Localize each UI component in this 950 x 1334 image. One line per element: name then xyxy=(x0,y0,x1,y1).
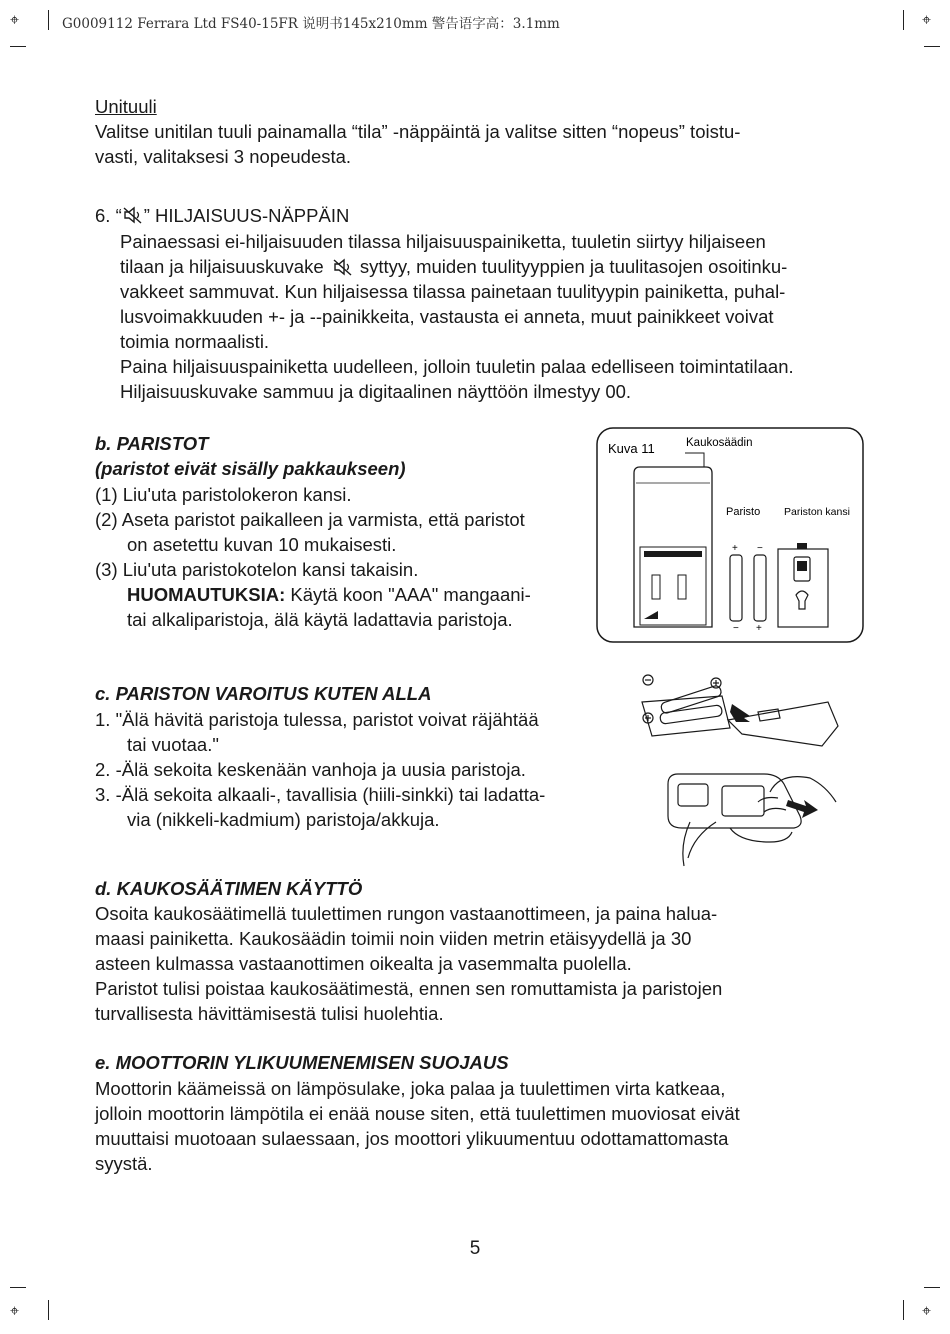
page-number: 5 xyxy=(469,1238,481,1259)
silent-line2-post: syttyy, muiden tuulityyppien ja tuulitasojen osoitinku- xyxy=(359,256,788,277)
silent-line xyxy=(120,254,787,279)
note-label: HUOMAUTUKSIA: xyxy=(127,584,286,605)
crop-mark-bottom-right: ⌖ xyxy=(922,1301,932,1320)
silent-title-prefix: 6. “ xyxy=(95,205,122,226)
silent-title-suffix: ” HILJAISUUS-NÄPPÄIN xyxy=(143,205,350,226)
remote-control xyxy=(634,467,712,627)
remote-label: Kaukosäädin xyxy=(686,437,753,449)
battery-icon xyxy=(730,543,766,634)
motor-title: e. MOOTTORIN YLIKUUMENEMISEN SUOJAUS xyxy=(95,1052,509,1073)
warning-item: 1. "Älä hävitä paristoja tulessa, paristot voivat räjähtää xyxy=(95,709,539,730)
crop-line xyxy=(10,1287,26,1288)
batteries-step: (2) Aseta paristot paikalleen ja varmista, että paristot xyxy=(95,509,525,530)
crop-mark-bottom-left: ⌖ xyxy=(10,1301,20,1320)
warning-item: via (nikkeli-kadmium) paristoja/akkuja. xyxy=(127,809,440,830)
battery-insert-illustration xyxy=(632,672,842,752)
svg-text:+: + xyxy=(756,623,762,634)
silent-line2-pre: tilaan ja hiljaisuuskuvake xyxy=(120,256,324,277)
motor-line: syystä. xyxy=(95,1153,153,1174)
silent-line: toimia normaalisti. xyxy=(120,331,270,352)
usage-line: Osoita kaukosäätimellä tuulettimen rungon vastaanottimeen, ja paina halua- xyxy=(95,903,718,924)
mute-icon xyxy=(333,258,353,276)
usage-title: d. KAUKOSÄÄTIMEN KÄYTTÖ xyxy=(95,878,363,899)
batteries-step: on asetettu kuvan 10 mukaisesti. xyxy=(127,534,397,555)
silent-line: Hiljaisuuskuvake sammuu ja digitaalinen näyttöön ilmestyy 00. xyxy=(120,381,632,402)
silent-line: lusvoimakkuuden +- ja --painikkeita, vastausta ei anneta, muut painikkeet voivat xyxy=(120,306,774,327)
svg-text:+: + xyxy=(732,543,738,554)
print-header: G0009112 Ferrara Ltd FS40-15FR 说明书145x210mm 警告语字高：3.1mm xyxy=(62,16,560,32)
crop-mark-top-right: ⌖ xyxy=(922,10,932,29)
motor-line: muuttaisi muotoaan sulaessaan, jos moottori ylikuumentuu odottamattomasta xyxy=(95,1128,729,1149)
crop-mark-top-left: ⌖ xyxy=(10,10,20,29)
silent-line: Paina hiljaisuuspainiketta uudelleen, jolloin tuuletin palaa edelliseen toimintatilaan. xyxy=(120,356,794,377)
usage-line: turvallisesta hävittämisestä tulisi huolehtia. xyxy=(95,1003,444,1024)
battery-cover-icon xyxy=(778,543,828,627)
unituuli-line: Valitse unitilan tuuli painamalla “tila” -näppäintä ja valitse sitten “nopeus” toistu- xyxy=(95,121,741,142)
svg-text:−: − xyxy=(757,543,763,554)
silent-line: Painaessasi ei-hiljaisuuden tilassa hiljaisuuspainiketta, tuuletin siirtyy hiljaiseen xyxy=(120,231,766,252)
mute-icon xyxy=(123,206,143,224)
battery-label: Paristo xyxy=(726,506,761,518)
warnings-title: c. PARISTON VAROITUS KUTEN ALLA xyxy=(95,683,432,704)
batteries-step: (1) Liu'uta paristolokeron kansi. xyxy=(95,484,352,505)
note-text: Käytä koon "AAA" mangaani- xyxy=(285,584,531,605)
unituuli-title: Unituuli xyxy=(95,96,157,117)
crop-line xyxy=(903,1300,904,1320)
batteries-title: b. PARISTOT xyxy=(95,433,209,454)
figure-11 xyxy=(596,427,866,645)
batteries-note xyxy=(127,582,531,607)
usage-line: asteen kulmassa vastaanottimen oikealta ja vasemmalta puolella. xyxy=(95,953,632,974)
crop-line xyxy=(48,10,49,30)
svg-text:−: − xyxy=(733,623,739,634)
crop-line xyxy=(48,1300,49,1320)
silent-title xyxy=(95,203,349,228)
cover-label: Pariston kansi xyxy=(784,506,850,518)
warning-item: tai vuotaa." xyxy=(127,734,219,755)
crop-line xyxy=(903,10,904,30)
usage-line: maasi painiketta. Kaukosäädin toimii noin viiden metrin etäisyydellä ja 30 xyxy=(95,928,692,949)
warning-item: 2. -Älä sekoita keskenään vanhoja ja uusia paristoja. xyxy=(95,759,526,780)
crop-line xyxy=(10,46,26,47)
crop-line xyxy=(924,1287,940,1288)
batteries-step: (3) Liu'uta paristokotelon kansi takaisin. xyxy=(95,559,419,580)
batteries-subtitle: (paristot eivät sisälly pakkaukseen) xyxy=(95,458,406,479)
motor-line: Moottorin käämeissä on lämpösulake, joka palaa ja tuulettimen virta katkeaa, xyxy=(95,1078,726,1099)
batteries-note: tai alkaliparistoja, älä käytä ladattavia paristoja. xyxy=(127,609,513,630)
usage-line: Paristot tulisi poistaa kaukosäätimestä, ennen sen romuttamista ja paristojen xyxy=(95,978,723,999)
crop-line xyxy=(924,46,940,47)
silent-line: vakkeet sammuvat. Kun hiljaisessa tilassa painetaan tuulityypin painiketta, puhal- xyxy=(120,281,786,302)
figure-label: Kuva 11 xyxy=(608,441,655,456)
motor-line: jolloin moottorin lämpötila ei enää nouse siten, että tuulettimen muoviosat eivät xyxy=(95,1103,740,1124)
remote-hands-illustration xyxy=(660,762,840,872)
warning-item: 3. -Älä sekoita alkaali-, tavallisia (hiili-sinkki) tai ladatta- xyxy=(95,784,546,805)
unituuli-line: vasti, valitaksesi 3 nopeudesta. xyxy=(95,146,352,167)
